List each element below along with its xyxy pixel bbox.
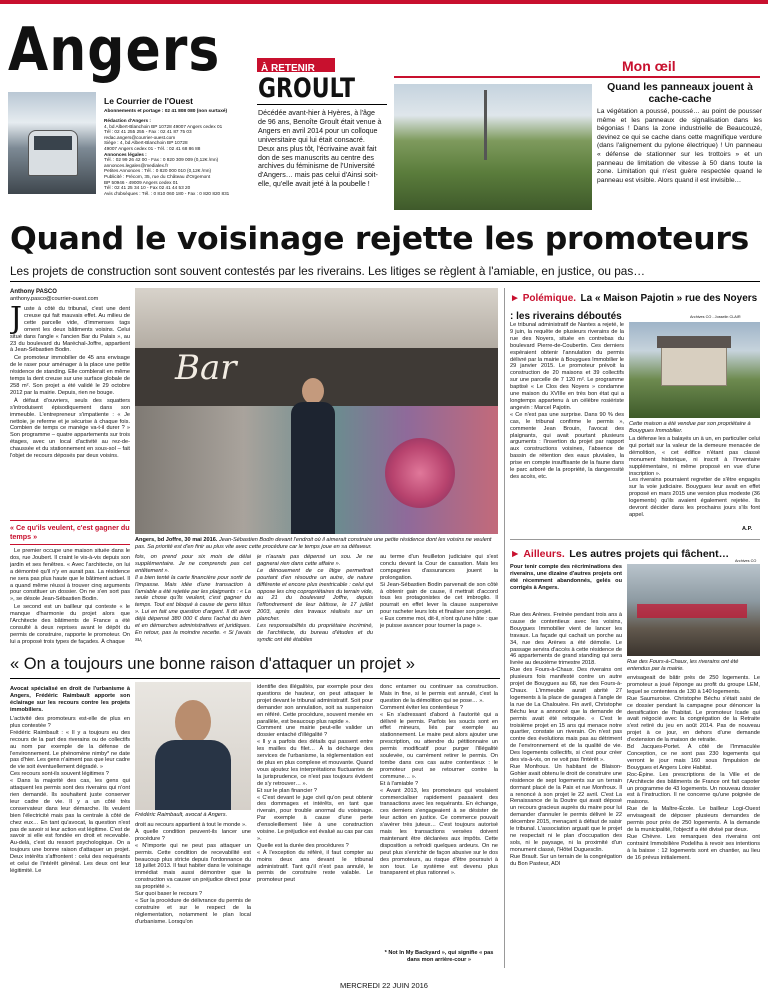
mid-column-3: au terme d'un feuilleton judiciaire qui s'est conclu devant la Cour de cassation. Mais les compagnies d'assurances jouent la prolongation. Si Jean-Sébastien Bodin parvenait de son côté à obtenir gain de cause, il mettrait d'accord tous les protagonistes de cet imbroglio. Il pourrait en effet lever la clause suspensive pour racheter leurs lots et finaliser son projet. « Eux comme moi, dit-il, n'ont qu'une hâte : que je puisse avancer pour tourner la page ». [380,554,498,630]
oeil-title: Quand les panneaux jouent à cache-cache [607,81,753,105]
retenir-text: Décédée avant-hier à Hyères, à l'âge de 96 ans, Benoîte Groult était venue à Angers en avril 2014 pour un colloque universitaire qui lui était consacré. Deux ans plus tôt, l'écrivaine avait fait don de ses manuscrits au centre des archives du féminisme de l'Université d'Angers… mais pas celui d'Ainsi soit-elle, qu'elle avait jeté à la poubelle ! [258,109,382,189]
polemique-credit: Archives CO - Josselin CLAIR [690,315,741,319]
interview-column-3: identifie des illégalités, par exemple pour des questions de hauteur, on peut attaquer le projet devant le tribunal administratif. Soit pour demander son annulation, soit sa suspension en référé. Cette procédure, souvent menée en parallèle, est beaucoup plus rapide ». Comment une mairie peut-elle valider un dossier entaché d'illégalité ? « Il y a parfois des détails qui passent entre les mailles du filet… À la décharge des services de l'urbanisme, la réglementation est de plus en plus complexe et mouvante. Quand vous ajoutez les interprétations fluctuantes de la jurisprudence, ce n'est pas toujours évident de s'y retrouver… ». Et sur le plan financier ? « C'est devant le juge civil qu'on peut obtenir des dommages et intérêts, en tant que riverain, pour trouble anormal du voisinage. Par exemple à cause d'une perte d'ensoleillement liée à une construction voisine. Le préjudice est évalué au cas par cas ». Quelle est la durée des procédures ? « À l'exception du référé, il faut compter au moins deux ans devant le tribunal administratif. Tant qu'il n'est pas annulé, le permis de construire reste valable. Le promoteur peut [257,684,373,884]
interview-column-2: droit au recours appartient à tout le monde ». À quelle condition peuvent-ils lancer une procédure ? « N'importe qui ne peut pas attaquer un permis. Cette condition de recevabilité est beaucoup plus stricte depuis l'ordonnance du 18 juillet 2013. Il faut habiter dans le voisinage immédiat mais aussi démontrer que la construction va causer un préjudice direct pour sa propriété ». Sur quoi baser le recours ? « Sur la procédure de délivrance du permis de construire et sur le respect de la réglementation, notamment le plan local d'urbanisme. Lorsqu'on [135,822,251,925]
ailleurs-header: ► Ailleurs. Les autres projets qui fâchent… [510,548,730,560]
portrait-figure [291,378,335,534]
masthead-tram-photo [8,92,96,194]
oeil-photo [394,84,592,210]
lead-article-continued: Le premier occupe une maison située dans le dos, rue Joubert. Il craint le vis-à-vis depuis son jardin et ses fenêtres. « Avec l'architecte, on lui a démontré qu'il n'y en aurait pas. La résidence ne sera pas plus haute que le bâtiment actuel. Il a quand même réussi à trouver cinq arguments pour constituer un dossier. On ne s'en sort pas », se désole Jean-Sébastien Bodin. Le second est un bailleur qui conteste « le manque d'harmonie du projet alors que l'Architecte des bâtiments de France a été consulté à deux reprises avant le dépôt du permis de construire, rapporte le promoteur. On lui a proposé trois types de façades. À chaque [10,548,130,645]
oeil-text: La végétation a poussé, poussé… au point de pousser même et les panneaux de signalisation dans les bégonias ! Dans la zone industrielle de Beaucouzé, devinez ce qui se cache dans cette magnifique verdure (dans l'alignement du pylone électrique) ! Un panneau « défense de stationner sur les trottoirs » et un panneau de limitation de vitesse à 50 dans toute la zone. Limitation qui n'est guère respectée quand le panneau est visible. Alors quand il est invisible… [597,108,762,184]
polemique-caption: Cette maison a été vendue par son propriétaire à Bouygues Immobilier. [629,421,751,434]
masthead-contacts: Rédaction d'Angers : 4, bd Albert-Blanchoin BP 10728 49007 Angers cedex 01 Tél : 02 41 255 255 - Fax : 02 41 87 75 03 redac.angers@courrier-ouest.com Siège : 4, bd Albert-Blanchoin BP 10728 49007 Angers cedex 01 - Tél. : 02 41 68 86 88 Annonces légales : Tél. : 02 99 26 42 00 - Fax : 0 820 309 009 (0,12€ /mn) annonces.legales@medialex.fr Petites Annonces : Tél. : 0 820 000 010 (0,12€ /mn) Publicité : Précom, 35, rue du Château d'Orgemont BP 50946 - 49009 Angers cedex 01 Tél : 02 41 25 34 10 - Fax 02 41 44 53 20 Avis d'obsèques : Tél. : 0 810 060 180 - Fax : 0 820 820 831 [104,118,230,196]
retenir-name: GROULT [258,74,355,104]
standfirst: Les projets de construction sont souvent contestés par les riverains. Les litiges se règlent à l'amiable, en justice, ou pas… [10,264,646,278]
polemique-text-2: La défense les a balayés un à un, en particulier celui qui portait sur la valeur de la demeure menacée de démolition, « cet édifice n'étant pas classé monument historique, ni inscrit à l'inventaire supplémentaire, ni même proposé en vue d'une inscription ». Les riverains pourraient regretter de s'être engagés sur la voie judiciaire. Bouygues leur avait en effet proposé en mars 2015 une version plus modeste (36 logements) qu'ils avaient également rejetée. Ils devront décider dans les prochains jours s'ils font appel. [629,436,760,518]
mid-column-1: fois, on prend pour six mois de délai supplémentaire. Je ne comprends pas cet entêtement ». Il a bien tenté la carte financière pour sortir de l'impasse. Mais idée d'une transaction à l'amiable a été rejetée par les plaignants : « La seule chose qu'ils veulent, c'est gagner du temps. Tout est bloqué à cause de gens têtus ». Lui en fait une question d'argent. Il dit avoir déjà dépensé 380 000 € dans l'achat du bien et en démarches administratives et juridiques. En retour, pas la moindre recette. « Si j'avais su, [135,554,251,643]
dropcap: J [10,306,23,336]
ailleurs-text-2: envisageait de bâtir près de 250 logements. Le promoteur a joué l'éponge au profit du groupe LEM, lequel se contentera de 130 à 140 logements. Rue Saumuroise. Christophe Béchu s'était saisi de ce dossier pendant la campagne pour dénoncer la densification de l'habitat. Le promoteur Icade qui avait négocié avec la congrégation de la Retraite s'est retiré du jeu en août 2014. Pas de nouveau projet à ce jour, en dehors d'une demande d'extension de la maison de retraite. Bd Jacques-Portet. À côté de l'Immaculée Conception, ce ne sont pas 230 logements qui verront le jour mais 160 sous l'impulsion de Bouygues et Angers Loire Habitat. Roc-Épine. Les prescriptions de la Ville et de l'Architecte des bâtiments de France ont fait capoter un programme de 43 logements. Un nouveau dossier est à l'instruction. Il ne concerne qu'une poignée de maisons. Rue de la Maître-École. Le bailleur Logi-Ouest envisageait de déposer plusieurs demandes de permis pour près de 250 logements. À la demande de la municipalité, l'objectif a été divisé par deux. Rue Chèvre. Les remarques des riverains ont contraint Immobilière Podeliha à revoir ses intentions à la baisse : 12 logements sont en chantier, au lieu de 16 prévus initialement. [627,675,760,861]
pullquote: « Ce qu'ils veulent, c'est gagner du temps » [10,520,130,545]
headline-rule [10,281,760,282]
column-divider [504,288,505,968]
page-title: Quand le voisinage rejette les promoteurs [10,221,750,257]
footer-date: MERCREDI 22 JUIN 2016 [340,981,428,990]
lead-article: J uste à côté du tribunal, c'est une dent creuse qui fait mauvais effet. Au milieu de cette parcelle vide, d'immenses tags ornent les deux bâtiments voisins. Celui situé dans l'angle « l'ancien Bar du Palais », au 23 du boulevard du Maréchal-Joffre, appartient à Jean-Sébastien Bodin. Ce promoteur immobilier de 45 ans envisage de le raser pour aménager à la place une petite résidence de standing. Elle comblerait en même temps la dent creuse sur une surface globale de 258 m². Son projet a été validé le 29 octobre 2012 par la mairie. Depuis, rien ne bouge. À défaut d'ouvriers, seuls des squatters s'introduisent épisodiquement dans son immeuble. L'entrepreneur s'impatiente : « Je nettoie, je referme et je sécurise à chaque fois. Combien de temps ce manège va-t-il durer ? » Son programme – quatre appartements sur trois étages, avec un local d'activité au rez-de-chaussée et du stationnement en sous-sol – fait l'objet de recours déposés par deux voisins. [10,306,130,460]
photo-caption: Angers, bd Joffre, 30 mai 2016. Jean-Sébastien Bodin devant l'endroit où il aimerait construire une petite résidence dont les voisins ne veulent pas. Sa priorité est d'en finir au plus vite avec cette procédure car le temps joue en sa défaveur. [135,537,492,550]
retenir-rule [257,104,387,105]
polemique-header: ► Polémique. La « Maison Pajotin » rue des Noyers : les riverains déboutés [510,293,758,322]
interview-column-1: L'activité des promoteurs est-elle de plus en plus contestée ? Frédéric Raimbault : « Il y a toujours eu des recours de la part des riverains ou de collectifs au nom par exemple de la défense de l'environnement. Le phénomène nimby* ne date pas d'hier. Les gens n'aiment pas que leur cadre de vie soit éventuellement dégradé. » Ces recours sont-ils souvent légitimes ? « Dans la majorité des cas, les gens qui attaquent les permis sont des riverains qui n'ont rien demandé. Ils souhaitent juste conserver leur cadre de vie. Il y a un côté très conservateur dans leur démarche. Ils veulent bien l'électricité mais pas la centrale à côté de chez eux… En tant qu'avocat, la question n'est pas de savoir si leur action est légitime. C'est de savoir si elle est fondée en droit et recevable. Au-delà, c'est du ressort psychologique. On a toujours une bonne raison d'attaquer un projet. Deux intérêts s'affrontent : celui des requérants et celui de l'intérêt général. Les deux ont leur légitimité. Le [10,716,130,874]
top-red-rule [0,0,768,4]
ailleurs-photo [627,564,760,656]
interview-column-4: donc entamer ou continuer sa construction. Mais in fine, si le permis est annulé, c'est la question de la démolition qui se pose… ». Comment éviter les contentieux ? « En s'adressant d'abord à l'autorité qui a délivré le permis. Parfois les soucis sont en effet mineurs, liés par exemple au stationnement. Le maire peut alors ajouter une prescription, ou attendre du pétitionnaire un permis modificatif pour purger l'illégalité soulevée, ou carrément retirer le permis. On tombe dans ces cas autre contentieux : le promoteur peut se retourner contre la commune… ». Et à l'amiable ? « Avant 2013, les promoteurs qui voulaient commercialiser rapidement passaient des transactions avec les requérants. En échange, ces derniers s'engageaient à se désister de leur action en justice. Ce commerce pouvait s'avérer très juteux… C'est toujours autorisé mais les transactions versées doivent maintenant être déclarées aux impôts. Cette disposition a refroidi quelques ardeurs. On ne peut plus s'enrichir de façon abusive sur le dos des promoteurs, au risque d'être poursuivi à son tour. Le système est devenu plus transparent et plus rationnel ». [380,684,498,877]
lawyer-photo [135,682,251,810]
mid-column-2: je n'aurais pas dépensé un sou. Je ne gagnerai rien dans cette affaire ». Le dénouement de ce litige permettrait pourtant d'en résoudre un autre, de nature différente et encore plus inextricable : celui qui oppose les cinq copropriétaires du terrain vide, au 21 du boulevard Joffre, depuis l'effondrement de leur bâtisse, le 17 juillet 2003, après des travaux réalisés sur un plancher. Les responsabilités du propriétaire incriminé, de l'architecte, du bureau d'études et du syndic ont été établies [257,554,373,643]
main-photo [135,288,498,534]
polemique-rule [510,539,760,540]
subscriptions: Abonnements et portage : 02 41 808 080 (non surtaxé) [104,109,228,114]
paper-name: Le Courrier de l'Ouest [104,96,193,106]
bar-sign: Bar [175,348,237,388]
oeil-rule [394,76,760,78]
polemique-text: Le tribunal administratif de Nantes a rejeté, le 9 juin, la requête de plusieurs riverains de la rue des Noyers, située en contrebas du boulevard Pierre-de-Coubertin. Ces derniers espéraient obtenir l'annulation du permis délivré par la mairie à Bouygues Immobilier le 29 janvier 2015. Le promoteur prévoit la construction de 20 maisons et 39 collectifs sur une parcelle de 7 120 m². Le programme baptisé « Le Clos des Noyers » condamne une maison du XVIIIe en très bon état qui a longtemps appartenu à un célèbre rosiériste angevin : Marcel Pajotin. « Ce n'est pas une surprise. Dans 90 % des cas, le tribunal confirme le permis », commente Jean Brouin, l'avocat des plaignants, qui avait pourtant plusieurs arguments : l'insertion du projet par rapport aux constructions voisines, l'absence de bassin de rétention des eaux pluviales, la prise en compte insuffisante de la faune dans le parc arboré de la propriété, la dangerosité des accès, etc. [510,322,624,480]
ailleurs-text: Rue des Arènes. Freinée pendant trois ans à cause de contentieux avec les voisins, Bouygues Immobilier vient de lancer les travaux. La façade qui cachait un porche au 34, rue des Arènes a été démolie. Le passage servira d'accès à cette résidence de 46 appartements de grand standing qui sera livrée au deuxième trimestre 2018. Rue des Fours-à-Chaux. Des riverains ont plusieurs fois manifesté contre un autre projet de Bouygues au 68, rue des Fours-à-Chaux. L'immeuble aurait abrité 27 logements à la place de garages à l'angle de la rue de La Chalouère. Fin avril, Christophe Béchu leur a annoncé que la demande de permis avait été retoquée. « C'est le troisième projet en 15 ans qui menace notre quartier, constate un riverain. On n'est pas contre des évolutions mais pas au détriment de l'environnement et de la qualité de vie. Des logements collectifs, si c'est pour créer des vis-à-vis, on ne voit pas l'intérêt ». Rue Monfroux. Un habitant de Blaison-Gohier avait obtenu le droit de construire une résidence de sept logements sur un terrain dormant placé de la Paix et rue Monfroux. Il a renoncé à son projet le 22 avril. C'est La Renaissance de la Doutre qui avait déposé un recours gracieux auprès du maire pour lui demander d'annuler le permis délivré le 22 décembre 2015, menaçant à défaut de saisir le tribunal. L'association arguait que le projet ne respectait ni le plan d'occupation des sols, ni le paysage, ni la proximité d'un monument classé, l'Hôtel Duguesclin. Rue Brault. Sur un terrain de la congrégation du Bon Pasteur, ADI [510,612,622,867]
polemique-photo [629,322,760,418]
ailleurs-caption: Rue des Fours-à-Chaux, les riverains ont été entendus par la mairie. [627,659,739,672]
city-title: Angers [8,16,221,85]
interview-title-rule [10,678,500,679]
polemique-sign: A.P. [742,526,753,532]
oeil-tag: Mon œil [622,58,676,74]
ailleurs-credit: Archives CO [735,559,757,563]
interview-footnote: * Not In My Backyard », qui signifie « pas dans mon arrière-cour » [384,950,494,963]
retenir-tag: À RETENIR [257,58,335,72]
interview-title: « On a toujours une bonne raison d'attaquer un projet » [10,655,415,673]
ailleurs-intro: Pour tenir compte des récriminations des riverains, une dizaine d'autres projets ont été récemment abandonnés, gelés ou corrigés à Angers. [510,564,622,591]
author-email: anthony.pasco@courrier-ouest.com [10,296,99,302]
author-name: Anthony PASCO [10,289,57,295]
lawyer-caption: Frédéric Raimbault, avocat à Angers. [135,812,228,818]
interview-intro: Avocat spécialisé en droit de l'urbanisme à Angers, Frédéric Raimbault apporte son éclairage sur les recours contre les projets immobiliers. [10,686,130,713]
